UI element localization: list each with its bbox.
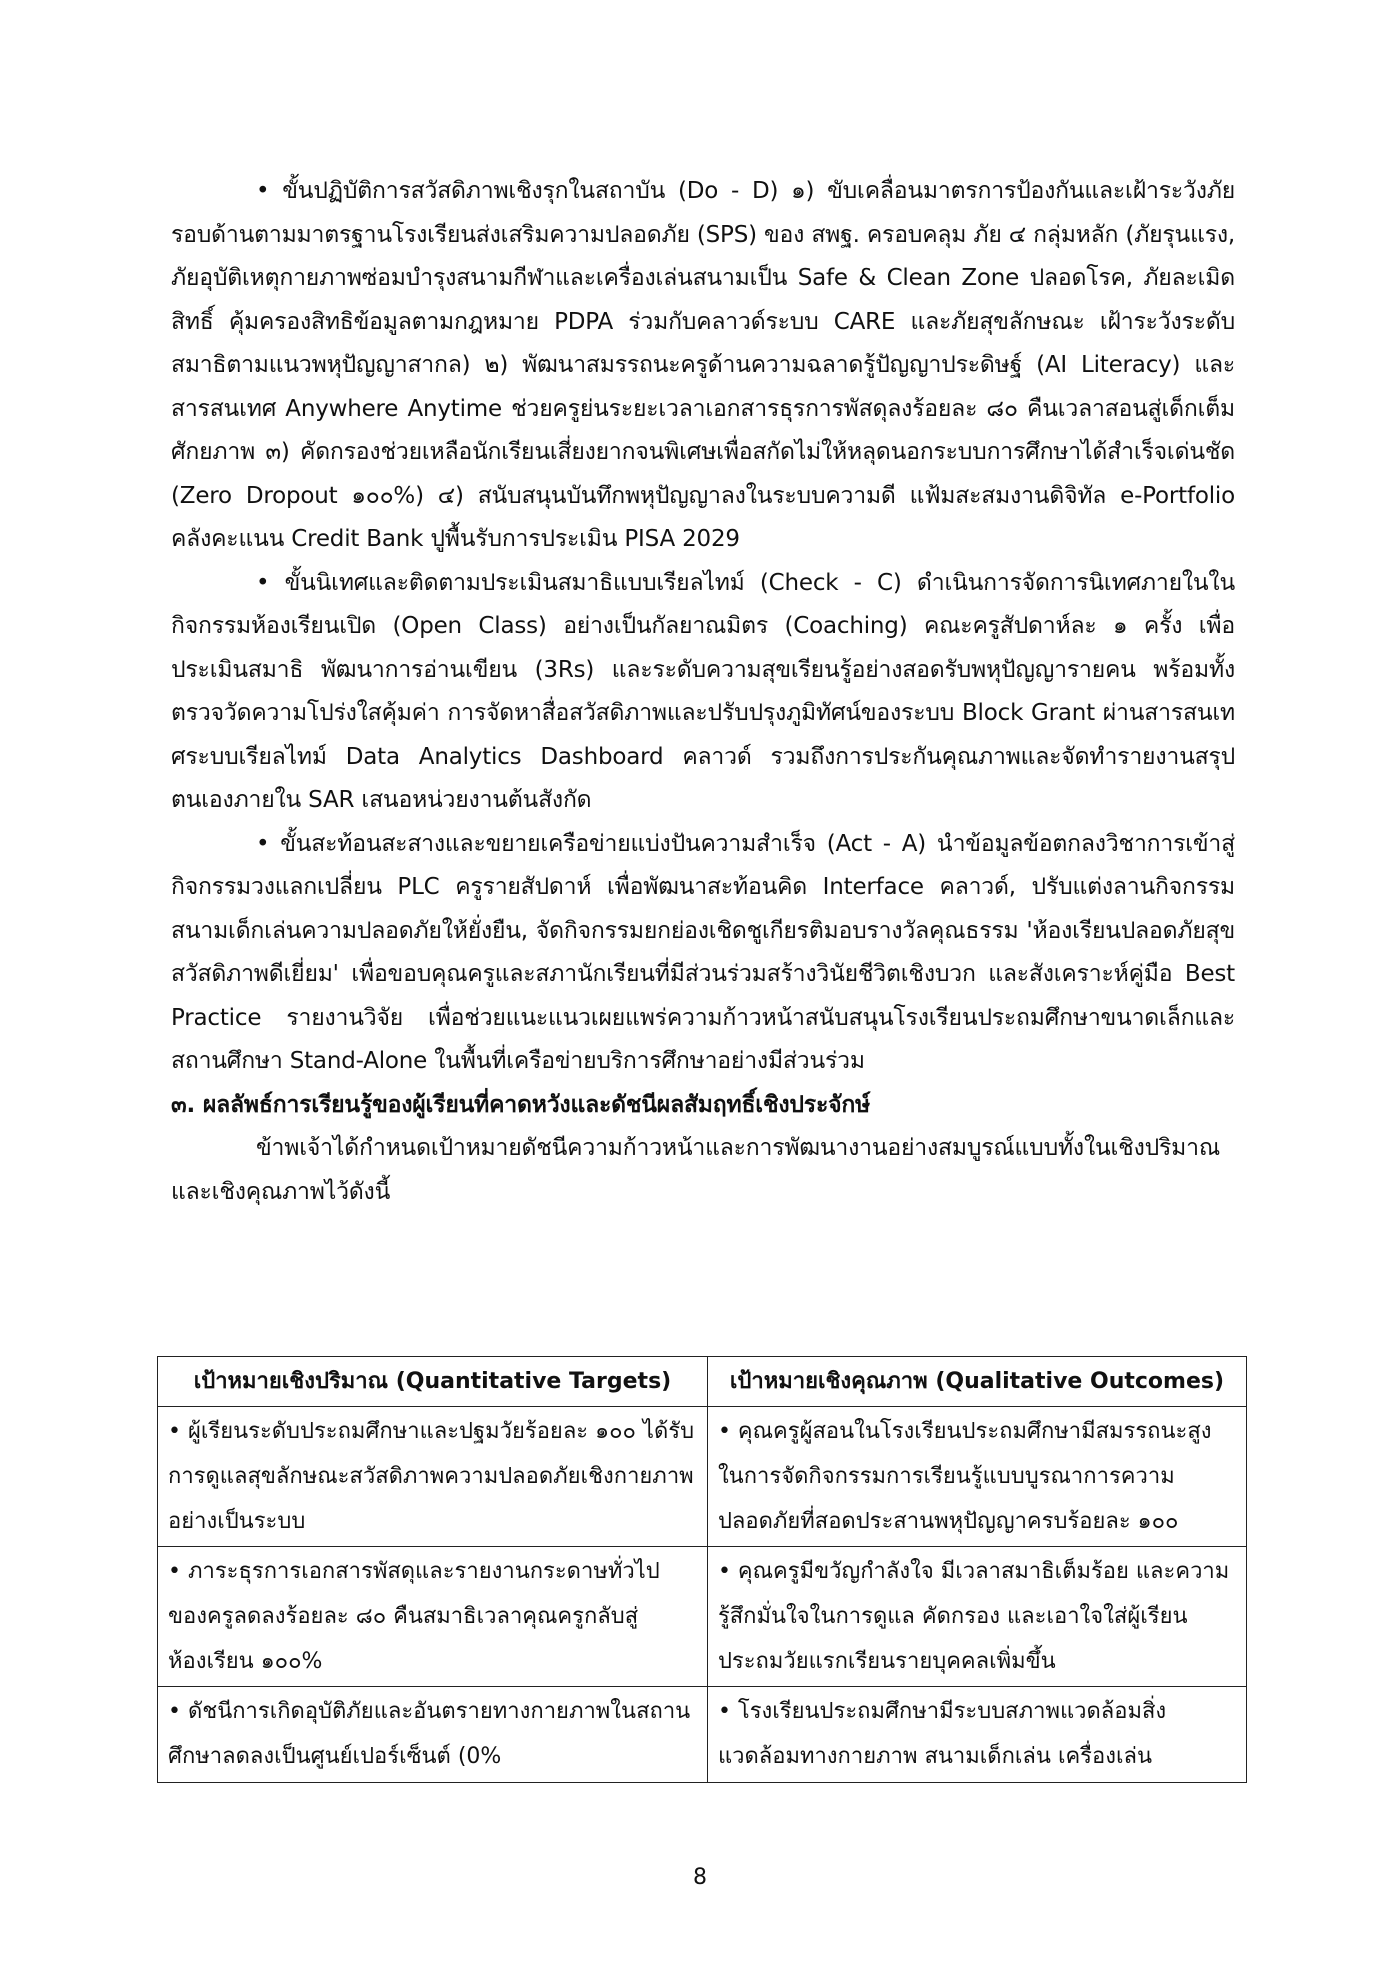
- document-body: [171, 170, 1235, 1214]
- targets-table: [157, 1356, 1247, 1783]
- table-row: [158, 1687, 1247, 1783]
- paragraph-act-step: • ขั้นสะท้อนสะสางและขยายเครือข่ายแบ่งปันความสำเร็จ (Act - A) นำข้อมูลข้อตกลงวิชาการเข้าสู่กิจกรรมวงแลกเปลี่ยน PLC ครูรายสัปดาห์ เพื่อพัฒนาสะท้อนคิด Interface คลาวด์, ปรับแต่งลานกิจกรรมสนามเด็กเล่นความปลอดภัยให้ยั่งยืน, จัดกิจกรรมยกย่องเชิดชูเกียรติมอบรางวัลคุณธรรม 'ห้องเรียนปลอดภัยสุขสวัสดิภาพดีเยี่ยม' เพื่อขอบคุณครูและสภานักเรียนที่มีส่วนร่วมสร้างวินัยชีวิตเชิงบวก และสังเคราะห์คู่มือ Best Practice รายงานวิจัย เพื่อช่วยแนะแนวเผยแพร่ความก้าวหน้าสนับสนุนโรงเรียนประถมศึกษาขนาดเล็กและสถานศึกษา Stand-Alone ในพื้นที่เครือข่ายบริการศึกษาอย่างมีส่วนร่วม: [171, 830, 1235, 1074]
- table-cell: • โรงเรียนประถมศึกษามีระบบสภาพแวดล้อมสิ่งแวดล้อมทางกายภาพ สนามเด็กเล่น เครื่องเล่น: [707, 1687, 1246, 1783]
- header-quantitative: เป้าหมายเชิงปริมาณ (Quantitative Targets): [158, 1357, 708, 1407]
- paragraph-do-step: • ขั้นปฏิบัติการสวัสดิภาพเชิงรุกในสถาบัน (Do - D) ๑) ขับเคลื่อนมาตรการป้องกันและเฝ้าระวังภัยรอบด้านตามมาตรฐานโรงเรียนส่งเสริมความปลอดภัย (SPS) ของ สพฐ. ครอบคลุม ภัย ๔ กลุ่มหลัก (ภัยรุนแรง, ภัยอุบัติเหตุกายภาพซ่อมบำรุงสนามกีฬาและเครื่องเล่นสนามเป็น Safe & Clean Zone ปลอดโรค, ภัยละเมิดสิทธิ์ คุ้มครองสิทธิข้อมูลตามกฎหมาย PDPA ร่วมกับคลาวด์ระบบ CARE และภัยสุขลักษณะ เฝ้าระวังระดับสมาธิตามแนวพหุปัญญาสากล) ๒) พัฒนาสมรรถนะครูด้านความฉลาดรู้ปัญญาประดิษฐ์ (AI Literacy) และสารสนเทศ Anywhere Anytime ช่วยครูย่นระยะเวลาเอกสารธุรการพัสดุลงร้อยละ ๘๐ คืนเวลาสอนสู่เด็กเต็มศักยภาพ ๓) คัดกรองช่วยเหลือนักเรียนเสี่ยงยากจนพิเศษเพื่อสกัดไม่ให้หลุดนอกระบบการศึกษาได้สำเร็จเด่นชัด (Zero Dropout ๑๐๐%) ๔) สนับสนุนบันทึกพหุปัญญาลงในระบบความดี แฟ้มสะสมงานดิจิทัล e-Portfolio คลังคะแนน Credit Bank ปูพื้นรับการประเมิน PISA 2029: [171, 178, 1235, 552]
- paragraph-check-step: • ขั้นนิเทศและติดตามประเมินสมาธิแบบเรียลไทม์ (Check - C) ดำเนินการจัดการนิเทศภายในในกิจกรรมห้องเรียนเปิด (Open Class) อย่างเป็นกัลยาณมิตร (Coaching) คณะครูสัปดาห์ละ ๑ ครั้ง เพื่อประเมินสมาธิ พัฒนาการอ่านเขียน (3Rs) และระดับความสุขเรียนรู้อย่างสอดรับพหุปัญญารายคน พร้อมทั้งตรวจวัดความโปร่งใสคุ้มค่า การจัดหาสื่อสวัสดิภาพและปรับปรุงภูมิทัศน์ของระบบ Block Grant ผ่านสารสนเทศระบบเรียลไทม์ Data Analytics Dashboard คลาวด์ รวมถึงการประกันคุณภาพและจัดทำรายงานสรุปตนเองภายใน SAR เสนอหน่วยงานต้นสังกัด: [171, 569, 1235, 813]
- page-number: 8: [693, 1865, 707, 1890]
- table-header-row: [158, 1357, 1247, 1407]
- table-cell: • คุณครูมีขวัญกำลังใจ มีเวลาสมาธิเต็มร้อย และความรู้สึกมั่นใจในการดูแล คัดกรอง และเอาใจใส่ผู้เรียนประถมวัยแรกเรียนรายบุคคลเพิ่มขึ้น: [707, 1547, 1246, 1687]
- header-qualitative: เป้าหมายเชิงคุณภาพ (Qualitative Outcomes): [707, 1357, 1246, 1407]
- table-row: [158, 1407, 1247, 1547]
- table-row: [158, 1547, 1247, 1687]
- table-cell: • ดัชนีการเกิดอุบัติภัยและอันตรายทางกายภาพในสถานศึกษาลดลงเป็นศูนย์เปอร์เซ็นต์ (0%: [158, 1687, 708, 1783]
- table-cell: • ภาระธุรการเอกสารพัสดุและรายงานกระดาษทั่วไปของครูลดลงร้อยละ ๘๐ คืนสมาธิเวลาคุณครูกลับสู่ห้องเรียน ๑๐๐%: [158, 1547, 708, 1687]
- section-heading: ๓. ผลลัพธ์การเรียนรู้ของผู้เรียนที่คาดหวังและดัชนีผลสัมฤทธิ์เชิงประจักษ์: [171, 1091, 871, 1118]
- table-cell: • คุณครูผู้สอนในโรงเรียนประถมศึกษามีสมรรถนะสูงในการจัดกิจกรรมการเรียนรู้แบบบูรณาการความปลอดภัยที่สอดประสานพหุปัญญาครบร้อยละ ๑๐๐: [707, 1407, 1246, 1547]
- table-cell: • ผู้เรียนระดับประถมศึกษาและปฐมวัยร้อยละ ๑๐๐ ได้รับการดูแลสุขลักษณะสวัสดิภาพความปลอดภัยเชิงกายภาพอย่างเป็นระบบ: [158, 1407, 708, 1547]
- section-intro: ข้าพเจ้าได้กำหนดเป้าหมายดัชนีความก้าวหน้าและการพัฒนางานอย่างสมบูรณ์แบบทั้งในเชิงปริมาณและเชิงคุณภาพไว้ดังนี้: [171, 1135, 1220, 1205]
